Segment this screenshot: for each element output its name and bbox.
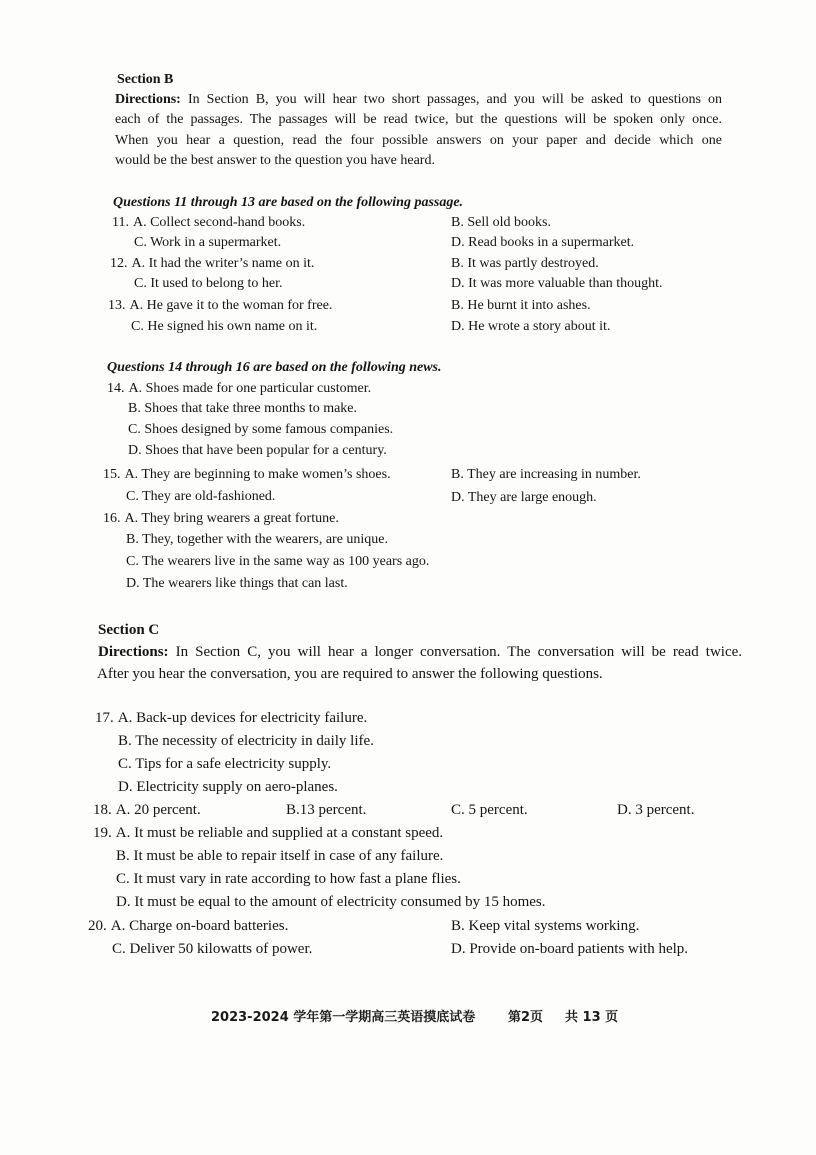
option-a: A. Collect second-hand books. xyxy=(132,215,306,230)
option-a: A. Back-up devices for electricity failure. xyxy=(117,710,368,726)
question-number: 14. xyxy=(107,381,125,396)
directions-text: When you hear a question, read the four possible answers on your paper and decide which one xyxy=(115,133,722,148)
section-b-directions-line xyxy=(115,131,722,151)
option-a: A. They bring wearers a great fortune. xyxy=(124,511,339,526)
option-b: B. It was partly destroyed. xyxy=(451,256,599,271)
question-number: 18. xyxy=(93,802,112,818)
option-d: D. 3 percent. xyxy=(617,802,695,818)
question-number: 16. xyxy=(103,511,121,526)
option-c: C. It must vary in rate according to how fast a plane flies. xyxy=(116,871,461,887)
option-a: A. It must be reliable and supplied at a constant speed. xyxy=(115,825,444,841)
question-number: 17. xyxy=(95,710,114,726)
option-c: C. The wearers live in the same way as 100 years ago. xyxy=(126,554,430,569)
option-a: A. It had the writer’s name on it. xyxy=(131,256,315,271)
question-11-row-1 xyxy=(112,213,305,233)
footer-exam-title: 2023-2024 学年第一学期高三英语摸底试卷 xyxy=(211,1010,476,1025)
section-b-directions-line xyxy=(115,110,722,130)
question-20-row-1 xyxy=(88,915,288,937)
question-number: 13. xyxy=(108,298,126,313)
question-12-row-1 xyxy=(110,254,314,274)
option-c: C. He signed his own name on it. xyxy=(131,319,318,334)
option-d: D. They are large enough. xyxy=(451,490,597,505)
option-a: A. Shoes made for one particular customer. xyxy=(128,381,372,396)
option-d: D. It was more valuable than thought. xyxy=(451,276,663,291)
question-number: 20. xyxy=(88,918,107,934)
option-b: B. Keep vital systems working. xyxy=(451,918,640,934)
directions-text: After you hear the conversation, you are required to answer the following questions. xyxy=(97,666,603,682)
section-b-directions-line xyxy=(115,151,435,171)
option-a: A. 20 percent. xyxy=(115,802,201,818)
option-d: D. He wrote a story about it. xyxy=(451,319,611,334)
question-16-row-1 xyxy=(103,509,339,529)
option-c: C. 5 percent. xyxy=(451,802,528,818)
option-c: C. Deliver 50 kilowatts of power. xyxy=(112,941,313,957)
section-c-directions-line xyxy=(97,663,603,685)
footer-page-number: 第2页 xyxy=(508,1010,544,1025)
directions-text: In Section C, you will hear a longer conversation. The conversation will be read twice. xyxy=(175,644,743,660)
section-b-directions-line xyxy=(115,90,722,110)
option-b: B. The necessity of electricity in daily life. xyxy=(118,733,374,749)
option-d: D. The wearers like things that can last. xyxy=(126,576,348,591)
option-d: D. It must be equal to the amount of electricity consumed by 15 homes. xyxy=(116,894,546,910)
option-b: B.13 percent. xyxy=(286,802,367,818)
footer-total-pages: 共 13 页 xyxy=(565,1010,619,1025)
option-b: B. Sell old books. xyxy=(451,215,551,230)
question-group-heading: Questions 14 through 16 are based on the following news. xyxy=(107,360,442,375)
option-a: A. He gave it to the woman for free. xyxy=(129,298,333,313)
question-number: 15. xyxy=(103,467,121,482)
option-b: B. They, together with the wearers, are unique. xyxy=(126,532,389,547)
option-d: D. Electricity supply on aero-planes. xyxy=(118,779,338,795)
directions-label: Directions: xyxy=(98,644,169,660)
section-c-directions-line xyxy=(98,641,742,663)
question-14-row-1 xyxy=(107,379,371,399)
directions-text: each of the passages. The passages will be read twice, but the questions will be spoken only once. xyxy=(115,112,722,127)
option-d: D. Read books in a supermarket. xyxy=(451,235,635,250)
question-13-row-1 xyxy=(108,296,332,316)
directions-text: In Section B, you will hear two short passages, and you will be asked to questions on xyxy=(187,92,723,107)
directions-label: Directions: xyxy=(115,92,181,107)
option-c: C. It used to belong to her. xyxy=(134,276,283,291)
option-c: C. Work in a supermarket. xyxy=(134,235,282,250)
option-a: A. Charge on-board batteries. xyxy=(110,918,289,934)
question-15-row-1 xyxy=(103,465,391,485)
option-b: B. He burnt it into ashes. xyxy=(451,298,591,313)
option-d: D. Shoes that have been popular for a century. xyxy=(128,443,387,458)
option-b: B. It must be able to repair itself in case of any failure. xyxy=(116,848,444,864)
directions-text: would be the best answer to the question you have heard. xyxy=(115,153,435,168)
section-c-title: Section C xyxy=(98,622,160,638)
question-19-row-1 xyxy=(93,822,443,844)
option-c: C. Tips for a safe electricity supply. xyxy=(118,756,332,772)
option-a: A. They are beginning to make women’s shoes. xyxy=(124,467,391,482)
option-c: C. Shoes designed by some famous companies. xyxy=(128,422,394,437)
question-group-heading: Questions 11 through 13 are based on the following passage. xyxy=(113,195,464,210)
section-b-title: Section B xyxy=(117,72,174,87)
option-d: D. Provide on-board patients with help. xyxy=(451,941,689,957)
question-number: 19. xyxy=(93,825,112,841)
option-b: B. Shoes that take three months to make. xyxy=(128,401,358,416)
question-18-row-1 xyxy=(93,799,201,821)
option-b: B. They are increasing in number. xyxy=(451,467,641,482)
question-number: 12. xyxy=(110,256,128,271)
option-c: C. They are old-fashioned. xyxy=(126,489,276,504)
question-17-row-1 xyxy=(95,707,367,729)
question-number: 11. xyxy=(112,215,129,230)
